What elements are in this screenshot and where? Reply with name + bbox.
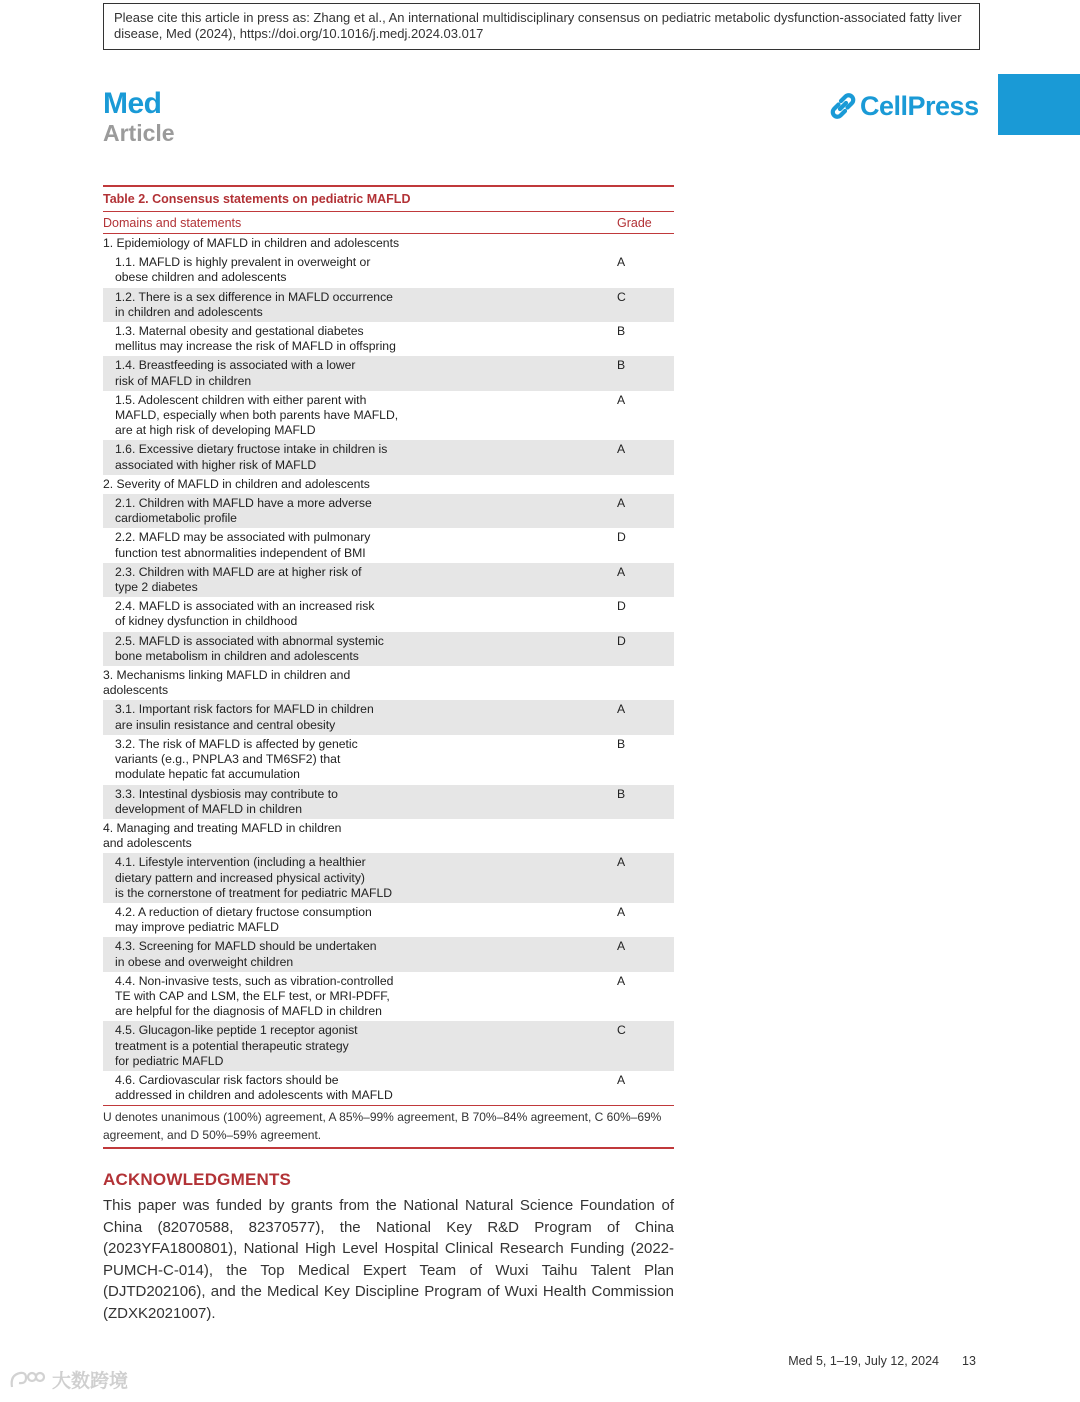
statement-cell: 2.1. Children with MAFLD have a more adverse cardiometabolic profile [115, 496, 372, 526]
table-header [103, 211, 674, 234]
table-domain-row [103, 666, 674, 700]
grade-cell: A [617, 564, 626, 579]
cellpress-logo [829, 90, 979, 122]
article-type: Article [103, 120, 175, 146]
statement-cell: 4.3. Screening for MAFLD should be undertaken in obese and overweight children [115, 939, 377, 969]
statement-cell: 1.5. Adolescent children with either parent with MAFLD, especially when both parents have MAFLD, are at high risk of developing MAFLD [115, 392, 399, 438]
statement-cell: 1.1. MAFLD is highly prevalent in overweight or obese children and adolescents [115, 255, 371, 285]
table-domain-row [103, 819, 674, 853]
cellpress-link-icon [829, 92, 857, 120]
grade-cell: D [617, 599, 626, 614]
consensus-table [103, 185, 674, 1149]
statement-cell: 4.6. Cardiovascular risk factors should be addressed in children and adolescents with MAFLD [115, 1072, 393, 1103]
statement-cell: 2.5. MAFLD is associated with abnormal systemic bone metabolism in children and adolescents [115, 633, 384, 663]
statement-cell: 2. Severity of MAFLD in children and adolescents [103, 476, 370, 491]
watermark [8, 1366, 128, 1393]
grade-cell: C [617, 289, 626, 304]
grade-cell: B [617, 324, 626, 339]
table-row [103, 597, 674, 631]
side-tab [998, 74, 1080, 135]
grade-cell: A [617, 255, 626, 270]
statement-cell: 3.2. The risk of MAFLD is affected by genetic variants (e.g., PNPLA3 and TM6SF2) that modulate hepatic fat accumulation [115, 736, 358, 782]
grade-cell [617, 821, 674, 851]
grade-cell: A [617, 1072, 626, 1087]
table-row [103, 735, 674, 785]
footer-citation: Med 5, 1–19, July 12, 2024 [788, 1354, 939, 1368]
table-row [103, 1021, 674, 1071]
grade-cell: A [617, 442, 626, 457]
grade-cell: D [617, 633, 626, 648]
statement-cell: 4.5. Glucagon-like peptide 1 receptor agonist treatment is a potential therapeutic strategy for pediatric MAFLD [115, 1023, 358, 1068]
statement-cell: 4.1. Lifestyle intervention (including a healthier dietary pattern and increased physical activity) is the cornerstone of treatment for pediatric MAFLD [115, 855, 393, 900]
table-row [103, 972, 674, 1022]
table-row [103, 937, 674, 971]
journal-title: Med [103, 87, 162, 120]
table-domain-row [103, 475, 674, 494]
statement-cell: 1. Epidemiology of MAFLD in children and adolescents [103, 236, 400, 250]
table-row [103, 440, 674, 474]
watermark-logo-icon [8, 1367, 48, 1393]
table-caption: Table 2. Consensus statements on pediatric MAFLD [103, 192, 411, 206]
citation-notice: Please cite this article in press as: Zhang et al., An international multidisciplinary consensus on pediatric metabolic dysfunction-associated fatty liver disease, Med (2024), https://doi.org/10.1016/j.medj.2024.03.017 [103, 3, 980, 50]
column-header-grade: Grade [617, 215, 652, 230]
statement-cell: 1.4. Breastfeeding is associated with a lower risk of MAFLD in children [115, 358, 356, 388]
grade-cell: A [617, 855, 626, 870]
table-row [103, 700, 674, 734]
table-row [103, 785, 674, 819]
statement-cell: 2.2. MAFLD may be associated with pulmonary function test abnormalities independent of BMI [115, 530, 371, 560]
table-row [103, 494, 674, 528]
page-number: 13 [962, 1354, 976, 1368]
acknowledgments-text: This paper was funded by grants from the National Natural Science Foundation of China (82070588, 82370577), the National Key R&D Program of China (2023YFA1800801), National High Level Hospital Clinical Research Funding (2022-PUMCH-C-014), the Top Medical Expert Team of Wuxi Taihu Talent Plan (DJTD202106), and the Medical Key Discipline Program of Wuxi Health Commission (ZDXK2021007). [103, 1197, 674, 1322]
acknowledgments-heading: ACKNOWLEDGMENTS [103, 1170, 292, 1189]
table-row [103, 253, 674, 287]
table-row [103, 632, 674, 666]
statement-cell: 2.3. Children with MAFLD are at higher risk of type 2 diabetes [115, 564, 362, 595]
statement-cell: 1.2. There is a sex difference in MAFLD occurrence in children and adolescents [115, 289, 393, 319]
statement-cell: 3.3. Intestinal dysbiosis may contribute to development of MAFLD in children [115, 786, 338, 816]
table-row [103, 528, 674, 562]
grade-cell: A [617, 904, 626, 919]
publisher-name: CellPress [860, 90, 979, 121]
table-row [103, 391, 674, 441]
table-row [103, 288, 674, 322]
statement-cell: 4.4. Non-invasive tests, such as vibration-controlled TE with CAP and LSM, the ELF test, or MRI-PDFF, are helpful for the diagnosis of MAFLD in children [115, 973, 394, 1019]
grade-cell [617, 236, 674, 251]
table-row [103, 563, 674, 597]
table-row [103, 853, 674, 903]
grade-cell: B [617, 786, 626, 801]
statement-cell: 2.4. MAFLD is associated with an increased risk of kidney dysfunction in childhood [115, 599, 375, 629]
table-row [103, 322, 674, 356]
grade-cell: C [617, 1023, 626, 1038]
statement-cell: 1.3. Maternal obesity and gestational diabetes mellitus may increase the risk of MAFLD in offspring [115, 324, 396, 354]
statement-cell: 1.6. Excessive dietary fructose intake in children is associated with higher risk of MAFLD [115, 442, 388, 472]
grade-cell: A [617, 392, 626, 407]
statement-cell: 4.2. A reduction of dietary fructose consumption may improve pediatric MAFLD [115, 904, 372, 935]
table-footnote: U denotes unanimous (100%) agreement, A 85%–99% agreement, B 70%–84% agreement, C 60%–69% agreement, and D 50%–59% agreement. [103, 1105, 674, 1149]
grade-cell [617, 668, 674, 698]
grade-cell: D [617, 530, 626, 545]
grade-cell: A [617, 973, 626, 988]
statement-cell: 3. Mechanisms linking MAFLD in children and adolescents [103, 668, 351, 698]
grade-cell: A [617, 939, 626, 954]
acknowledgments-body [103, 1195, 674, 1324]
table-row [103, 356, 674, 390]
table-domain-row [103, 234, 674, 253]
grade-cell: A [617, 496, 626, 511]
grade-cell: A [617, 702, 626, 717]
grade-cell: B [617, 358, 626, 373]
table-body [103, 234, 674, 1105]
table-row [103, 903, 674, 937]
grade-cell [617, 477, 674, 492]
watermark-text: 大数跨境 [52, 1371, 129, 1392]
statement-cell: 3.1. Important risk factors for MAFLD in children are insulin resistance and central obesity [115, 702, 374, 732]
grade-cell: B [617, 736, 626, 751]
table-row [103, 1071, 674, 1105]
statement-cell: 4. Managing and treating MAFLD in children and adolescents [103, 820, 342, 851]
column-header-statements: Domains and statements [103, 215, 242, 230]
